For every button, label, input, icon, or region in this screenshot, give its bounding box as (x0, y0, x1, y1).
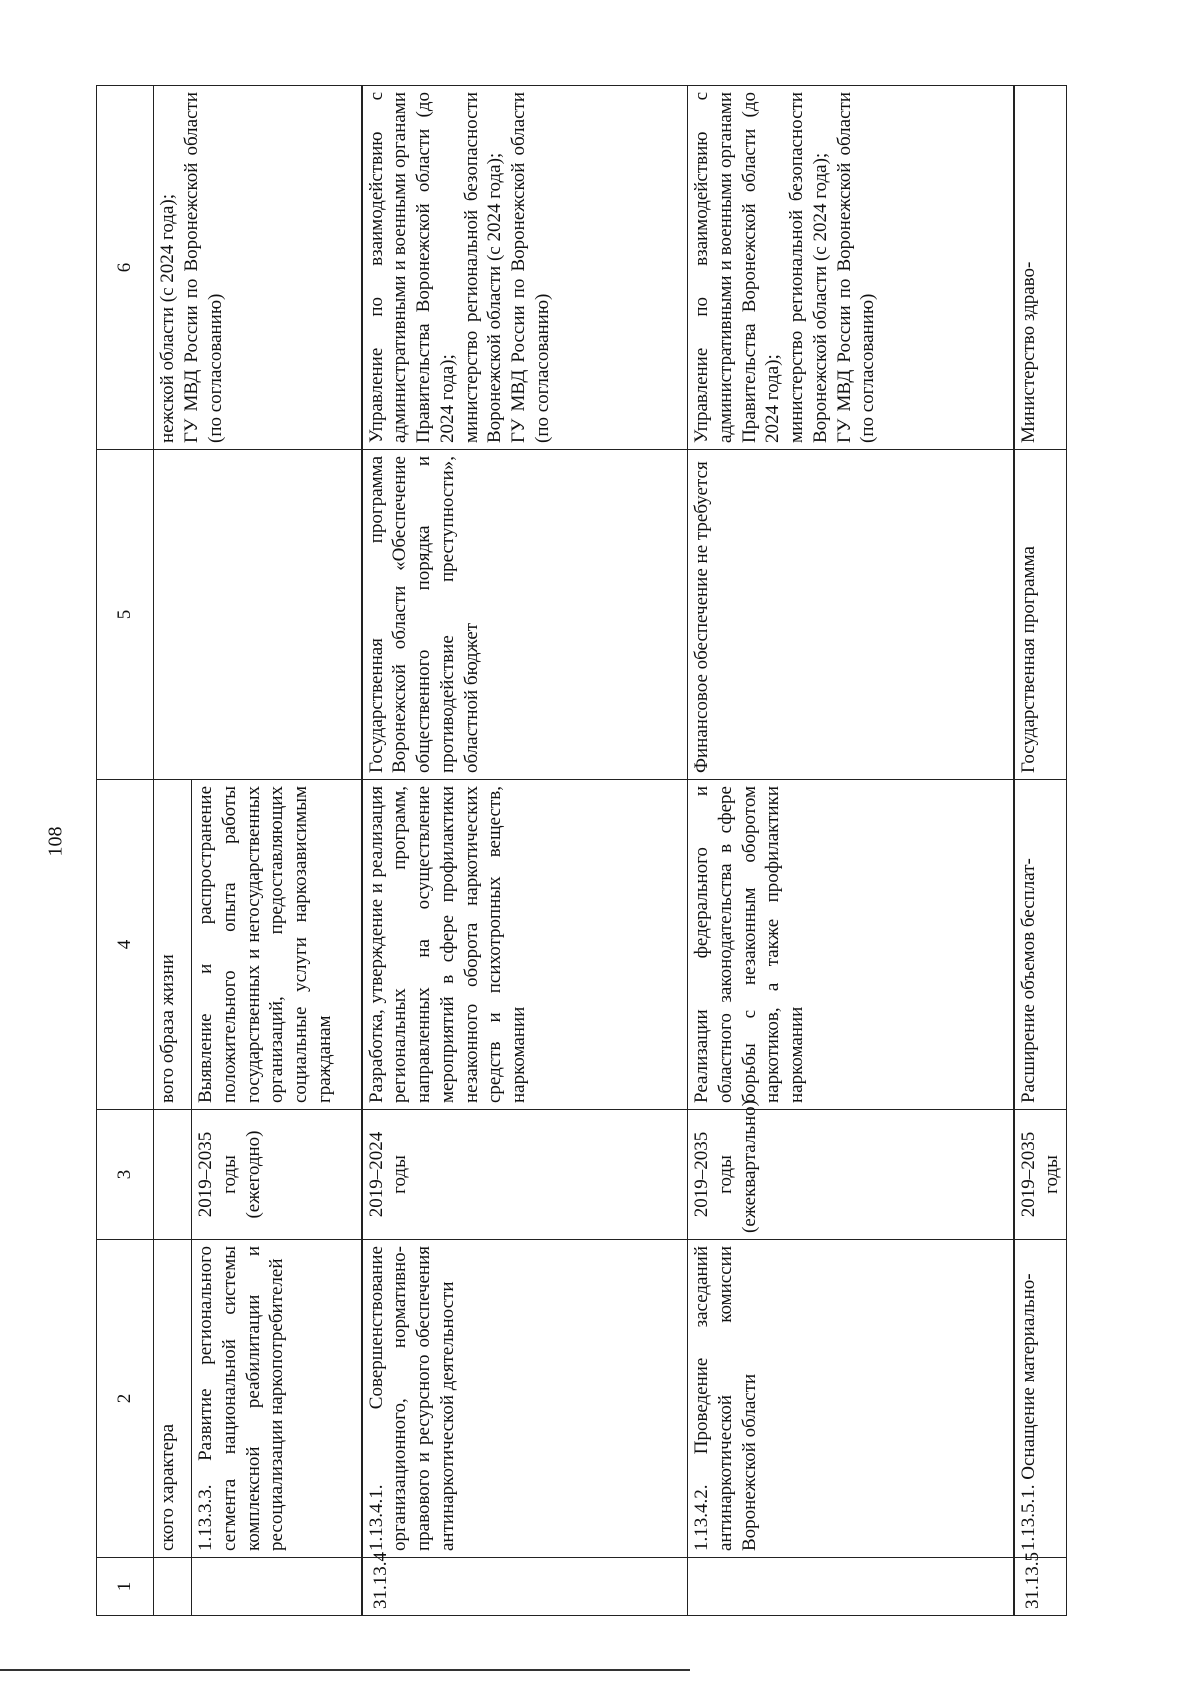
row-4-col-4: Реализации федерального и областного законодательства в сфере борьбы с незаконным оборотом наркотиков, а также профилактики наркомании (688, 780, 1014, 1110)
header-col-4: 4 (97, 780, 154, 1110)
row-4-col-1 (688, 1558, 1014, 1616)
row-3-col-1: 31.13.4 (362, 1558, 688, 1616)
row-3-col-2: 1.13.4.1. Совершенствование организационного, нормативно-правового и ресурсного обеспечения антинаркотической деятельности (362, 1240, 688, 1558)
row-4-col-3: 2019–2035 годы (ежеквартально) (688, 1110, 1014, 1240)
row-4-col-2: 1.13.4.2. Проведение заседаний антинаркотической комиссии Воронежской области (688, 1240, 1014, 1558)
table-row (154, 86, 192, 1616)
row-1-col-5 (154, 450, 362, 780)
row-2-col-2: 1.13.3.3. Развитие регионального сегмента национальной системы комплексной реабилитации и ресоциализации наркопотребителей (192, 1240, 362, 1558)
row-1-col-3 (154, 1110, 192, 1240)
program-table (96, 85, 1067, 1616)
row-5-col-2: 1.13.5.1. Оснащение материально- (1014, 1240, 1067, 1558)
page-number: 108 (44, 826, 67, 857)
row-5-col-6: Министерство здраво- (1014, 86, 1067, 450)
table-row (688, 86, 1014, 1616)
header-row (97, 86, 154, 1616)
row-3-col-6: Управление по взаимодействию с административными и военными органами Правительства Воронежской области (до 2024 года); министерство региональной безопасности Воронежской области (с 2024 года); ГУ МВД России по Воронежской области (по согласованию) (362, 86, 688, 450)
row-5-col-5: Государственная программа (1014, 450, 1067, 780)
table-row (362, 86, 688, 1616)
rotated-table-container (96, 86, 1096, 1616)
row-5-col-1: 31.13.5 (1014, 1558, 1067, 1616)
row-3-col-5: Государственная программа Воронежской области «Обеспечение общественного порядка и противодействие преступности», областной бюджет (362, 450, 688, 780)
row-5-col-3: 2019–2035 годы (1014, 1110, 1067, 1240)
footer-rule (0, 1669, 690, 1671)
header-col-6: 6 (97, 86, 154, 450)
row-4-col-6: Управление по взаимодействию с административными и военными органами Правительства Воронежской области (до 2024 года); министерство региональной безопасности Воронежской области (с 2024 года); ГУ МВД России по Воронежской области (по согласованию) (688, 86, 1014, 450)
row-3-col-3: 2019–2024 годы (362, 1110, 688, 1240)
row-1-col-1 (154, 1558, 192, 1616)
row-1-col-6: нежской области (с 2024 года); ГУ МВД России по Воронежской области (по согласованию) (154, 86, 362, 450)
row-2-col-1 (192, 1558, 362, 1616)
row-1-col-4: вого образа жизни (154, 780, 192, 1110)
header-col-5: 5 (97, 450, 154, 780)
row-1-col-2: ского характера (154, 1240, 192, 1558)
table-row (1014, 86, 1067, 1616)
row-5-col-4: Расширение объемов бесплат- (1014, 780, 1067, 1110)
header-col-2: 2 (97, 1240, 154, 1558)
row-3-col-4: Разработка, утверждение и реализация региональных программ, направленных на осуществление мероприятий в сфере профилактики незаконного оборота наркотических средств и психотропных веществ, наркомании (362, 780, 688, 1110)
row-2-col-3: 2019–2035 годы (ежегодно) (192, 1110, 362, 1240)
row-2-col-4: Выявление и распространение положительного опыта работы государственных и негосударственных организаций, предоставляющих социальные услуги наркозависимым гражданам (192, 780, 362, 1110)
row-4-col-5: Финансовое обеспечение не требуется (688, 450, 1014, 780)
header-col-1: 1 (97, 1558, 154, 1616)
header-col-3: 3 (97, 1110, 154, 1240)
